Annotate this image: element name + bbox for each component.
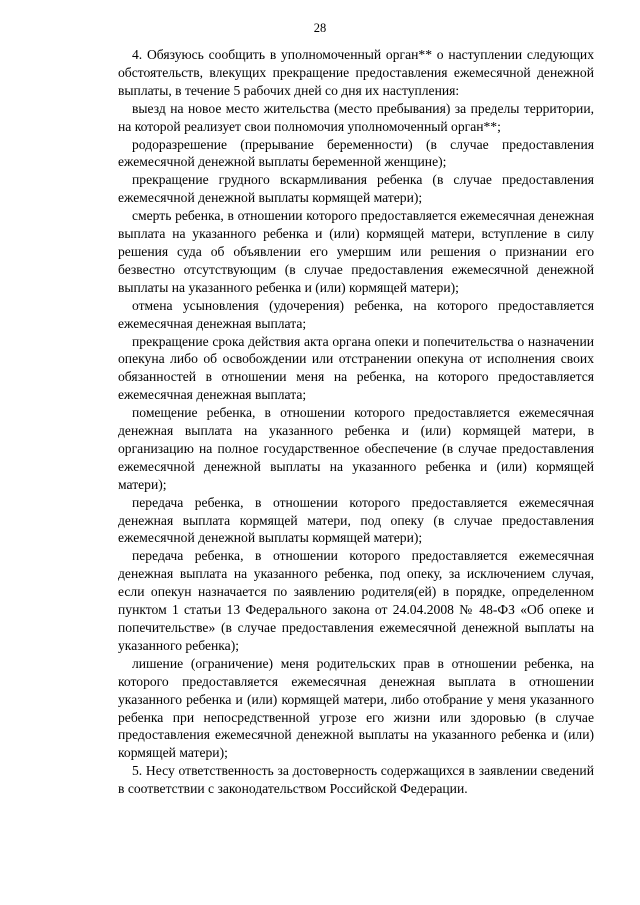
document-body [118,46,594,798]
paragraph-custody-child: передача ребенка, в отношении которого предоставляется ежемесячная денежная выплата на указанного ребенка, под опеку, за исключением случая, если опекун назначается по заявлению родителя(ей) в порядке, определенном пунктом 1 статьи 13 Федерального закона от 24.04.2008 № 48-ФЗ «Об опеке и попечительстве» (в случае предоставления ежемесячной денежной выплаты на указанного ребенка); [118,548,594,653]
paragraph-item-4: 4. Обязуюсь сообщить в уполномоченный орган** о наступлении следующих обстоятельств, влекущих прекращение предоставления ежемесячной денежной выплаты, в течение 5 рабочих дней со дня их наступления: [118,47,594,98]
paragraph-childbirth: родоразрешение (прерывание беременности) (в случае предоставления ежемесячной денежной выплаты беременной женщине); [118,136,594,170]
paragraph-parental-rights: лишение (ограничение) меня родительских прав в отношении ребенка, на которого предоставляется ежемесячная денежная выплата в отношении указанного ребенка и (или) кормящей матери, либо отобрание у меня указанного ребенка при непосредственной угрозе его жизни или здоровью (в случае предоставления ежемесячной денежной выплаты на указанного ребенка и (или) кормящей матери); [118,655,594,761]
paragraph-child-death: смерть ребенка, в отношении которого предоставляется ежемесячная денежная выплата на указанного ребенка и (или) кормящей матери, вступление в силу решения суда об объявлении его умершим или решения о признании его безвестно отсутствующим (в случае предоставления ежемесячной денежной выплаты на указанного ребенка и (или) кормящей матери); [118,208,594,295]
paragraph-state-care: помещение ребенка, в отношении которого предоставляется ежемесячная денежная выплата на указанного ребенка и (или) кормящей матери, в организацию на полное государственное обеспечение (в случае предоставления ежемесячной денежной выплаты на указанного ребенка и (или) кормящей матери); [118,405,594,492]
paragraph-item-5: 5. Несу ответственность за достоверность содержащихся в заявлении сведений в соответствии с законодательством Российской Федерации. [118,763,594,797]
paragraph-adoption-cancel: отмена усыновления (удочерения) ребенка, на которого предоставляется ежемесячная денежная выплата; [118,297,594,331]
paragraph-breastfeeding: прекращение грудного вскармливания ребенка (в случае предоставления ежемесячной денежной выплаты кормящей матери); [118,172,594,206]
paragraph-custody-nursing: передача ребенка, в отношении которого предоставляется ежемесячная денежная выплата кормящей матери, под опеку (в случае предоставления ежемесячной денежной выплаты кормящей матери); [118,494,594,546]
page-number: 28 [313,21,327,35]
paragraph-guardianship-end: прекращение срока действия акта органа опеки и попечительства о назначении опекуна либо об освобождении или отстранении опекуна от исполнения своих обязанностей в отношении меня на ребенка, на которого предоставляется ежемесячная денежная выплата; [118,333,594,403]
paragraph-relocation: выезд на новое место жительства (место пребывания) за пределы территории, на которой реализует свои полномочия уполномоченный орган**; [118,100,594,134]
